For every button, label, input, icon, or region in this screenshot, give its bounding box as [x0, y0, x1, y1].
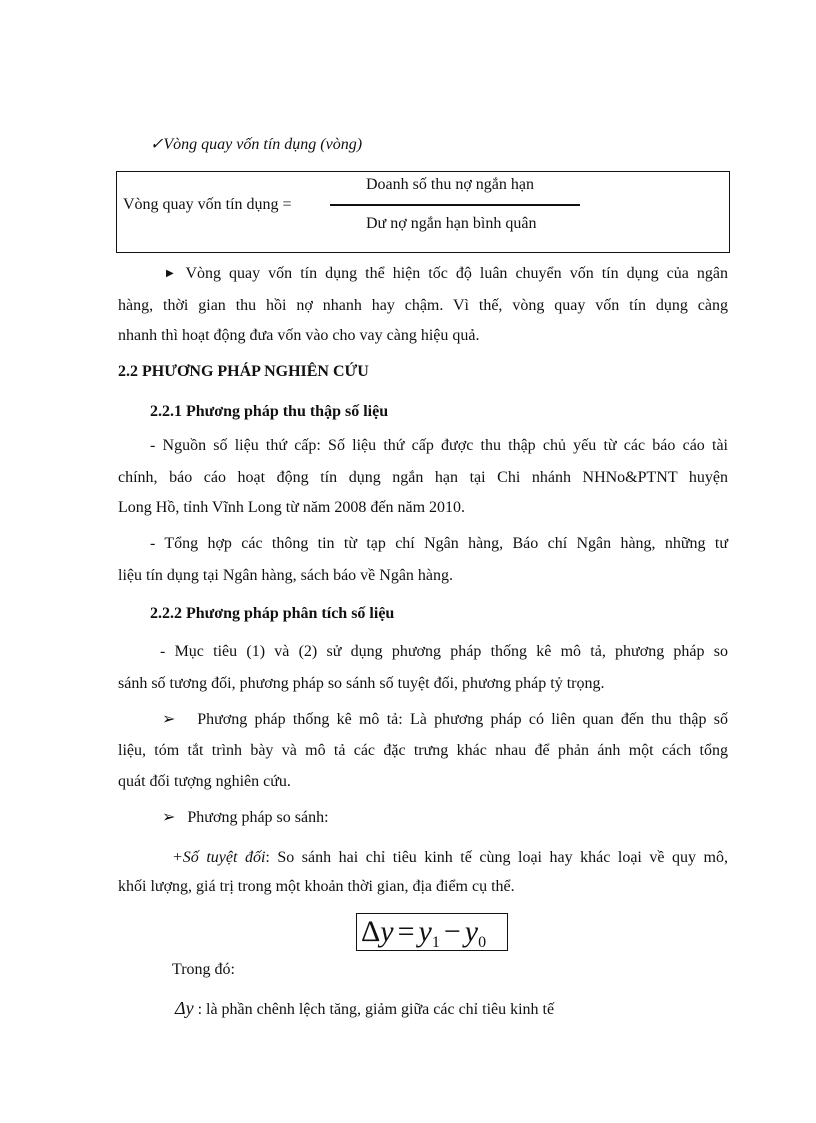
delta-symbol: Δ — [361, 915, 381, 948]
source-line-1: - Nguồn số liệu thứ cấp: Số liệu thứ cấp được thu thập chủ yếu từ các báo cáo tài — [150, 437, 728, 454]
formula-var-y0: y — [464, 915, 479, 948]
subsection-heading-2-2-2: 2.2.2 Phương pháp phân tích số liệu — [150, 605, 395, 622]
source-line-2: chính, báo cáo hoạt động tín dụng ngắn hạn tại Chi nhánh NHNo&PTNT huyện — [118, 469, 728, 486]
fraction-bar — [330, 204, 580, 206]
absolute-line-1 — [172, 848, 728, 868]
formula-sub-0: 0 — [478, 934, 487, 951]
absolute-text-1: : So sánh hai chỉ tiêu kinh tế cùng loại hay khác loại về quy mô, — [265, 849, 729, 866]
absolute-label: +Số tuyệt đối — [172, 849, 266, 866]
formula-equals: = — [397, 915, 415, 948]
stats-line-1 — [162, 710, 728, 730]
explain-line-2: hàng, thời gian thu hồi nợ nhanh hay chậm. Vì thế, vòng quay vốn tín dụng càng — [118, 297, 728, 314]
goals-line-2: sánh số tương đối, phương pháp so sánh số tuyệt đối, phương pháp tỷ trọng. — [118, 675, 605, 692]
formula-numerator: Doanh số thu nợ ngắn hạn — [366, 176, 534, 193]
arrow-bullet-icon: ➢ — [162, 711, 176, 728]
summary-line-1: - Tổng hợp các thông tin từ tạp chí Ngân hàng, Báo chí Ngân hàng, những tư — [150, 535, 728, 552]
check-heading-text: Vòng quay vốn tín dụng (vòng) — [163, 136, 363, 153]
subsection-heading-2-2-1: 2.2.1 Phương pháp thu thập số liệu — [150, 403, 389, 420]
delta-definition — [175, 998, 554, 1020]
formula-minus: − — [443, 915, 461, 948]
explain-line-3: nhanh thì hoạt động đưa vốn vào cho vay càng hiệu quả. — [118, 327, 480, 344]
delta-definition-text: : là phần chênh lệch tăng, giảm giữa các chỉ tiêu kinh tế — [193, 1001, 555, 1018]
formula-denominator: Dư nợ ngắn hạn bình quân — [366, 215, 537, 232]
formula-sub-1: 1 — [431, 934, 440, 951]
delta-y-symbol: Δy — [175, 998, 194, 1018]
checkmark-icon: ✓ — [150, 136, 164, 153]
source-line-3: Long Hồ, tỉnh Vĩnh Long từ năm 2008 đến năm 2010. — [118, 499, 466, 516]
compare-heading — [162, 808, 329, 828]
stats-line-2: liệu, tóm tắt trình bày và mô tả các đặc trưng khác nhau để phản ánh một cách tổng — [118, 742, 728, 759]
formula-var-y: y — [380, 915, 394, 948]
goals-line-1: - Mục tiêu (1) và (2) sử dụng phương pháp thống kê mô tả, phương pháp so — [160, 643, 728, 660]
compare-heading-text: Phương pháp so sánh: — [187, 809, 329, 826]
explain-text-1: Vòng quay vốn tín dụng thể hiện tốc độ luân chuyển vốn tín dụng của ngân — [185, 265, 728, 282]
arrow-bullet-icon: ➢ — [162, 809, 176, 826]
stats-text-1: Phương pháp thống kê mô tả: Là phương pháp có liên quan đến thu thập số — [197, 711, 728, 728]
delta-formula — [361, 915, 486, 960]
formula-var-y1: y — [418, 915, 432, 948]
triangle-bullet-icon: ▶ — [166, 268, 178, 279]
formula-lhs: Vòng quay vốn tín dụng = — [123, 196, 292, 213]
check-heading — [150, 135, 362, 155]
summary-line-2: liệu tín dụng tại Ngân hàng, sách báo về Ngân hàng. — [118, 567, 454, 584]
absolute-line-2: khối lượng, giá trị trong một khoản thời gian, địa điểm cụ thể. — [118, 878, 515, 895]
section-heading-2-2: 2.2 PHƯƠNG PHÁP NGHIÊN CỨU — [118, 363, 369, 380]
stats-line-3: quát đối tượng nghiên cứu. — [118, 773, 291, 790]
explain-line-1 — [166, 264, 728, 284]
where-label: Trong đó: — [172, 961, 235, 978]
